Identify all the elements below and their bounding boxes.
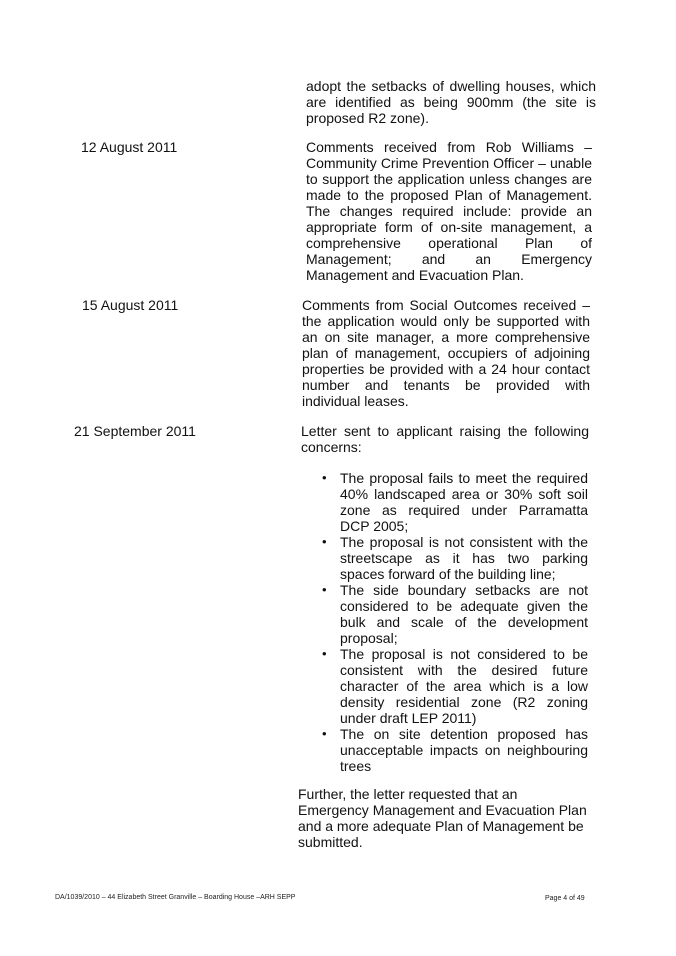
entry-text: Comments received from Rob Williams – Community Crime Prevention Officer – unable to support the application unless changes are made to the proposed Plan of Management. The changes required include: provide an appropriate form of on-site management, a comprehensive operational Plan of Management; and an Emergency Management and Evacuation Plan. <box>306 139 592 283</box>
list-item: • The on site detention proposed has unacceptable impacts on neighbouring trees <box>340 726 588 774</box>
list-item: • The proposal is not consistent with the streetscape as it has two parking spaces forward of the building line; <box>340 534 588 582</box>
page-number: Page 4 of 49 <box>545 895 585 902</box>
entry-date: 15 August 2011 <box>82 297 179 313</box>
entry-text: Comments from Social Outcomes received – the application would only be supported with an on site manager, a more comprehensive plan of management, occupiers of adjoining properties be provided with a 24 hour contact number and tenants be provided with individual leases. <box>302 297 590 409</box>
entry-text: Letter sent to applicant raising the following concerns: <box>301 423 589 455</box>
entry-date: 12 August 2011 <box>81 139 178 155</box>
list-item: • The proposal fails to meet the required 40% landscaped area or 30% soft soil zone as required under Parramatta DCP 2005; <box>340 470 588 534</box>
list-item: • The side boundary setbacks are not considered to be adequate given the bulk and scale of the development proposal; <box>340 582 588 646</box>
concerns-list <box>340 470 588 774</box>
entry-date: 21 September 2011 <box>74 423 196 439</box>
list-item: • The proposal is not considered to be consistent with the desired future character of the area which is a low density residential zone (R2 zoning under draft LEP 2011) <box>340 646 588 726</box>
closing-paragraph: Further, the letter requested that an Emergency Management and Evacuation Plan and a more adequate Plan of Management be submitted. <box>298 786 587 850</box>
footer-reference: DA/1039/2010 – 44 Elizabeth Street Granville – Boarding House –ARH SEPP <box>55 894 296 901</box>
continuation-paragraph: adopt the setbacks of dwelling houses, which are identified as being 900mm (the site is proposed R2 zone). <box>306 78 596 126</box>
